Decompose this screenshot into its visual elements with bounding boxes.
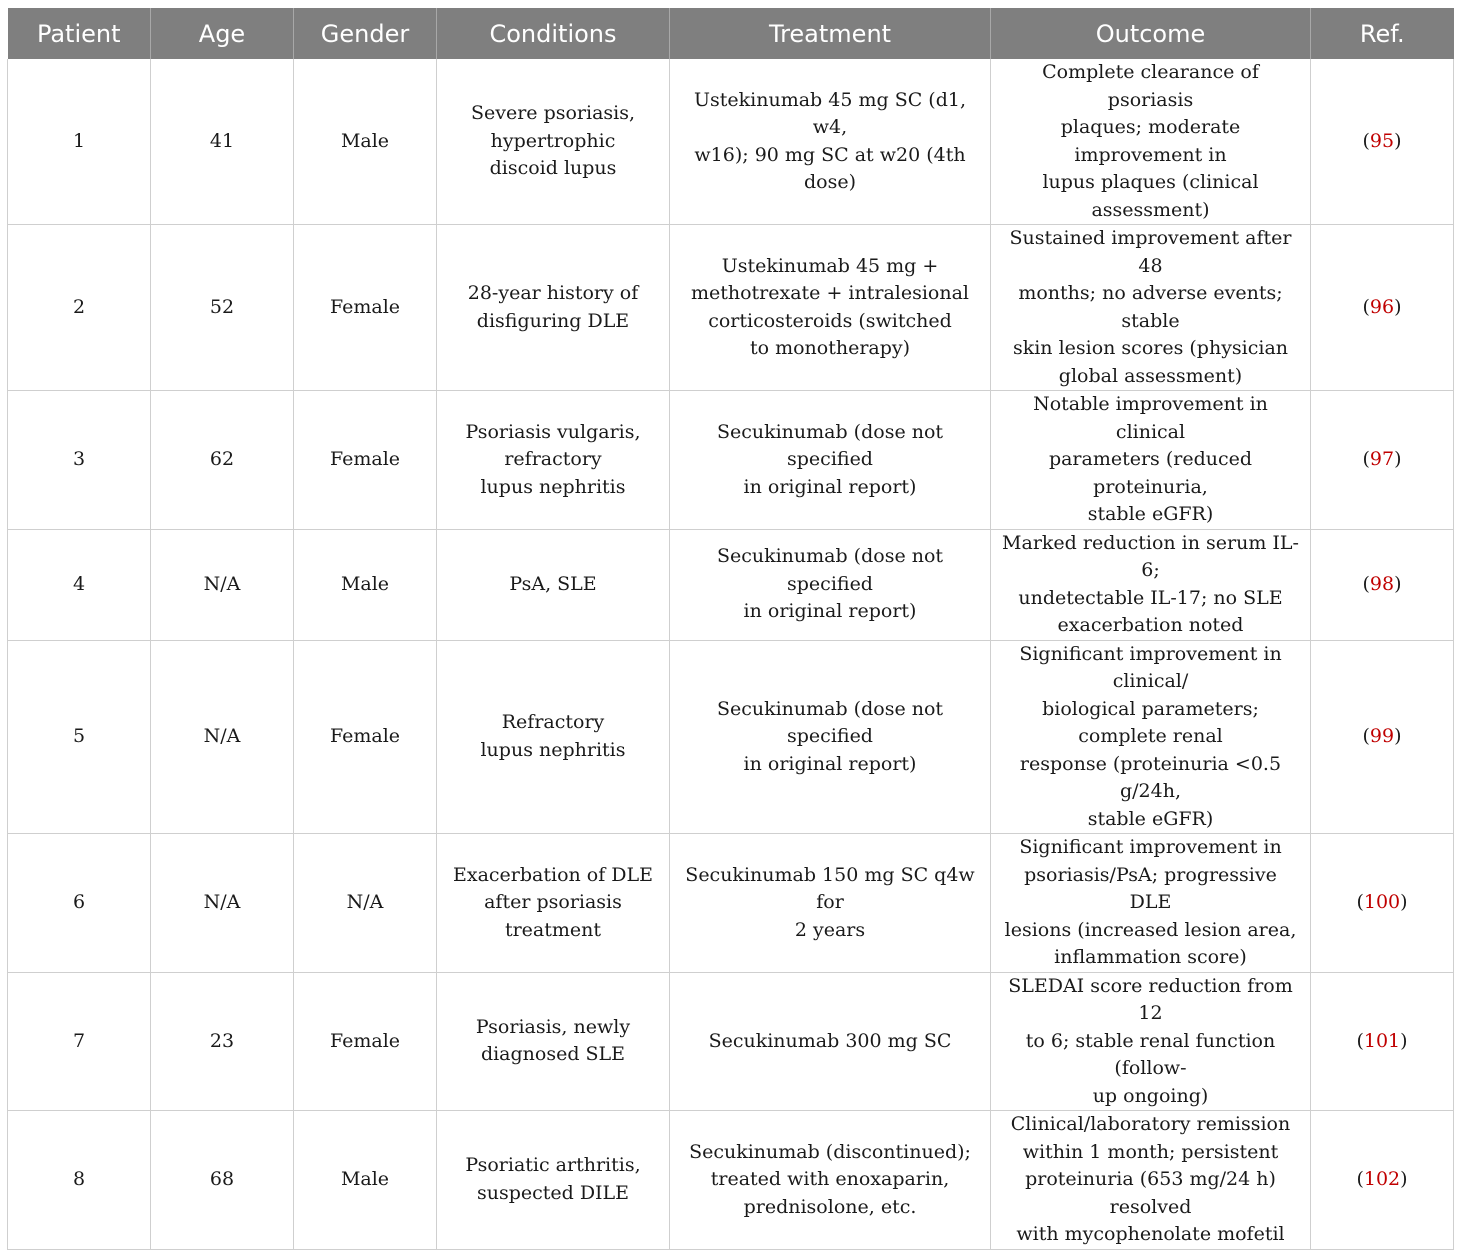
cell-age: 68: [151, 1111, 294, 1250]
cell-gender: Female: [294, 972, 437, 1111]
table-row: [8, 529, 1454, 640]
cell-patient: 2: [8, 225, 151, 391]
header-ref: Ref.: [1311, 8, 1454, 59]
cell-patient: 1: [8, 59, 151, 225]
cell-outcome: Significant improvement in psoriasis/PsA; progressive DLE lesions (increased lesion area, inflammation score): [991, 834, 1311, 973]
table-row: [8, 1111, 1454, 1250]
patient-table: [7, 8, 1454, 1250]
cell-conditions: Refractory lupus nephritis: [437, 640, 670, 834]
cell-age: 62: [151, 391, 294, 530]
cell-ref[interactable]: (101): [1311, 972, 1454, 1111]
cell-patient: 6: [8, 834, 151, 973]
cell-conditions: Psoriasis, newly diagnosed SLE: [437, 972, 670, 1111]
cell-treatment: Secukinumab 300 mg SC: [670, 972, 991, 1111]
cell-gender: Female: [294, 640, 437, 834]
cell-patient: 3: [8, 391, 151, 530]
header-outcome: Outcome: [991, 8, 1311, 59]
cell-outcome: Marked reduction in serum IL-6; undetectable IL-17; no SLE exacerbation noted: [991, 529, 1311, 640]
cell-age: N/A: [151, 529, 294, 640]
ref-link[interactable]: 99: [1369, 725, 1395, 747]
cell-conditions: PsA, SLE: [437, 529, 670, 640]
ref-link[interactable]: 102: [1363, 1168, 1401, 1190]
cell-ref[interactable]: (95): [1311, 59, 1454, 225]
ref-link[interactable]: 96: [1369, 295, 1395, 318]
cell-ref[interactable]: (102): [1311, 1111, 1454, 1250]
cell-age: 23: [151, 972, 294, 1111]
cell-conditions: 28-year history of disfiguring DLE: [437, 225, 670, 391]
cell-treatment: Secukinumab (dose not specified in original report): [670, 640, 991, 834]
cell-patient: 4: [8, 529, 151, 640]
cell-conditions: Severe psoriasis, hypertrophic discoid lupus: [437, 59, 670, 225]
cell-patient: 8: [8, 1111, 151, 1250]
cell-ref[interactable]: (100): [1311, 834, 1454, 973]
cell-treatment: Secukinumab (discontinued); treated with enoxaparin, prednisolone, etc.: [670, 1111, 991, 1250]
table-row: [8, 225, 1454, 391]
cell-gender: Male: [294, 1111, 437, 1250]
ref-link[interactable]: 101: [1363, 1029, 1401, 1052]
cell-ref[interactable]: (97): [1311, 391, 1454, 530]
cell-conditions: Exacerbation of DLE after psoriasis treatment: [437, 834, 670, 973]
header-conditions: Conditions: [437, 8, 670, 59]
cell-ref[interactable]: (99): [1311, 640, 1454, 834]
ref-link[interactable]: 98: [1369, 572, 1395, 595]
cell-conditions: Psoriatic arthritis, suspected DILE: [437, 1111, 670, 1250]
header-row: [8, 8, 1454, 59]
header-patient: Patient: [8, 8, 151, 59]
cell-age: 41: [151, 59, 294, 225]
cell-ref[interactable]: (98): [1311, 529, 1454, 640]
cell-treatment: Ustekinumab 45 mg + methotrexate + intralesional corticosteroids (switched to monotherapy): [670, 225, 991, 391]
cell-age: N/A: [151, 834, 294, 973]
ref-link[interactable]: 95: [1369, 129, 1395, 152]
header-age: Age: [151, 8, 294, 59]
cell-treatment: Secukinumab (dose not specified in original report): [670, 391, 991, 530]
table-row: [8, 59, 1454, 225]
cell-treatment: Secukinumab 150 mg SC q4w for 2 years: [670, 834, 991, 973]
cell-gender: Female: [294, 391, 437, 530]
cell-gender: Male: [294, 59, 437, 225]
cell-outcome: Significant improvement in clinical/ biological parameters; complete renal response (proteinuria <0.5 g/24h, stable eGFR): [991, 640, 1311, 834]
cell-age: N/A: [151, 640, 294, 834]
ref-link[interactable]: 100: [1363, 891, 1401, 913]
cell-ref[interactable]: (96): [1311, 225, 1454, 391]
table-row: [8, 972, 1454, 1111]
cell-outcome: Complete clearance of psoriasis plaques; moderate improvement in lupus plaques (clinical assessment): [991, 59, 1311, 225]
table-row: [8, 391, 1454, 530]
cell-patient: 7: [8, 972, 151, 1111]
header-treatment: Treatment: [670, 8, 991, 59]
cell-patient: 5: [8, 640, 151, 834]
table-row: [8, 834, 1454, 973]
cell-outcome: Clinical/laboratory remission within 1 month; persistent proteinuria (653 mg/24 h) resolved with mycophenolate mofetil: [991, 1111, 1311, 1250]
table-row: [8, 640, 1454, 834]
cell-treatment: Ustekinumab 45 mg SC (d1, w4, w16); 90 mg SC at w20 (4th dose): [670, 59, 991, 225]
cell-treatment: Secukinumab (dose not specified in original report): [670, 529, 991, 640]
cell-outcome: Notable improvement in clinical parameters (reduced proteinuria, stable eGFR): [991, 391, 1311, 530]
cell-outcome: SLEDAI score reduction from 12 to 6; stable renal function (follow- up ongoing): [991, 972, 1311, 1111]
ref-link[interactable]: 97: [1369, 448, 1395, 470]
cell-gender: Male: [294, 529, 437, 640]
cell-age: 52: [151, 225, 294, 391]
cell-gender: N/A: [294, 834, 437, 973]
header-gender: Gender: [294, 8, 437, 59]
cell-outcome: Sustained improvement after 48 months; no adverse events; stable skin lesion scores (physician global assessment): [991, 225, 1311, 391]
cell-conditions: Psoriasis vulgaris, refractory lupus nephritis: [437, 391, 670, 530]
cell-gender: Female: [294, 225, 437, 391]
